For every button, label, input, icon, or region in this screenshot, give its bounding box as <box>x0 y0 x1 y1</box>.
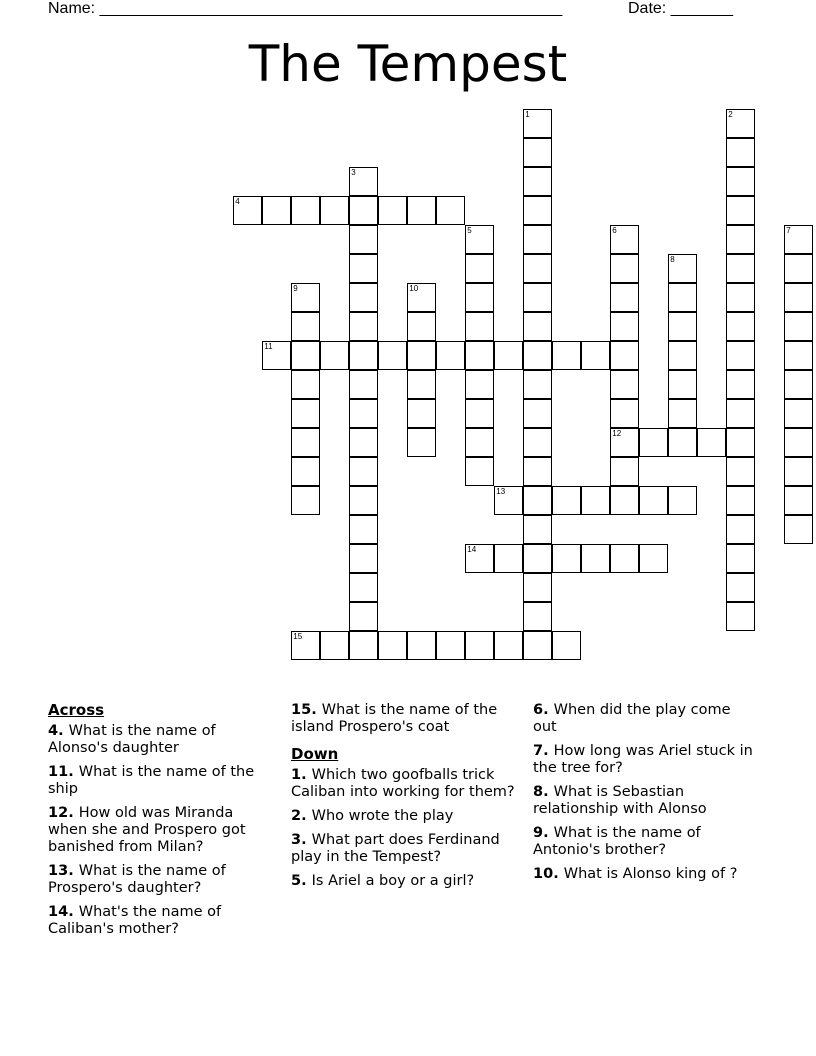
clues-column-3 <box>533 702 758 890</box>
grid-cell[interactable] <box>349 225 378 254</box>
clue-across-11: 11. What is the name of the ship <box>48 764 255 797</box>
grid-cell[interactable] <box>784 283 813 312</box>
cell-number: 6 <box>612 226 617 236</box>
grid-cell[interactable] <box>668 428 697 457</box>
grid-cell[interactable] <box>465 631 494 660</box>
grid-cell[interactable] <box>784 399 813 428</box>
grid-cell[interactable] <box>523 312 552 341</box>
grid-cell[interactable] <box>610 457 639 486</box>
grid-cell[interactable] <box>610 486 639 515</box>
grid-cell[interactable] <box>291 486 320 515</box>
cell-number: 7 <box>786 226 791 236</box>
grid-cell[interactable] <box>610 341 639 370</box>
cell-number: 5 <box>467 226 472 236</box>
grid-cell[interactable] <box>552 544 581 573</box>
grid-cell[interactable] <box>436 631 465 660</box>
clue-across-4: 4. What is the name of Alonso's daughter <box>48 723 216 756</box>
grid-cell[interactable] <box>407 312 436 341</box>
grid-cell[interactable] <box>320 196 349 225</box>
grid-cell[interactable] <box>726 341 755 370</box>
down-heading: Down <box>291 745 339 763</box>
grid-cell[interactable] <box>523 602 552 631</box>
grid-cell[interactable] <box>784 428 813 457</box>
grid-cell[interactable] <box>726 486 755 515</box>
grid-cell[interactable] <box>726 254 755 283</box>
grid-cell[interactable] <box>581 341 610 370</box>
grid-cell[interactable] <box>610 283 639 312</box>
cell-number: 2 <box>728 110 733 120</box>
grid-cell[interactable] <box>407 428 436 457</box>
grid-cell[interactable] <box>494 544 523 573</box>
clue-across-14: 14. What's the name of Caliban's mother? <box>48 904 222 937</box>
grid-cell[interactable] <box>668 312 697 341</box>
grid-cell[interactable] <box>610 370 639 399</box>
grid-cell[interactable] <box>349 341 378 370</box>
grid-cell[interactable] <box>407 370 436 399</box>
grid-cell[interactable] <box>552 631 581 660</box>
grid-cell[interactable] <box>349 428 378 457</box>
clue-down-6: 6. When did the play come out <box>533 702 731 735</box>
grid-cell[interactable] <box>291 370 320 399</box>
clue-across-13: 13. What is the name of Prospero's daughter? <box>48 863 226 896</box>
grid-cell[interactable] <box>494 486 523 515</box>
grid-cell[interactable] <box>581 544 610 573</box>
grid-cell[interactable] <box>320 341 349 370</box>
date-field[interactable]: Date: _______ <box>628 0 733 17</box>
grid-cell[interactable] <box>523 225 552 254</box>
grid-cell[interactable] <box>523 631 552 660</box>
grid-cell[interactable] <box>726 225 755 254</box>
grid-cell[interactable] <box>523 544 552 573</box>
grid-cell[interactable] <box>726 109 755 138</box>
grid-cell[interactable] <box>726 544 755 573</box>
grid-cell[interactable] <box>465 370 494 399</box>
clue-down-7: 7. How long was Ariel stuck in the tree for? <box>533 743 753 776</box>
grid-cell[interactable] <box>784 312 813 341</box>
clue-across-15: 15. What is the name of the island Prospero's coat <box>291 702 498 735</box>
grid-cell[interactable] <box>639 544 668 573</box>
grid-cell[interactable] <box>523 254 552 283</box>
grid-cell[interactable] <box>523 138 552 167</box>
grid-cell[interactable] <box>610 428 639 457</box>
grid-cell[interactable] <box>465 225 494 254</box>
cell-number: 14 <box>467 545 477 555</box>
grid-cell[interactable] <box>465 341 494 370</box>
grid-cell[interactable] <box>349 254 378 283</box>
grid-cell[interactable] <box>552 486 581 515</box>
grid-cell[interactable] <box>523 370 552 399</box>
grid-cell[interactable] <box>784 370 813 399</box>
grid-cell[interactable] <box>349 283 378 312</box>
grid-cell[interactable] <box>349 457 378 486</box>
grid-cell[interactable] <box>523 196 552 225</box>
grid-cell[interactable] <box>784 254 813 283</box>
grid-cell[interactable] <box>523 573 552 602</box>
grid-cell[interactable] <box>349 486 378 515</box>
grid-cell[interactable] <box>610 254 639 283</box>
grid-cell[interactable] <box>668 254 697 283</box>
grid-cell[interactable] <box>291 312 320 341</box>
grid-cell[interactable] <box>465 254 494 283</box>
grid-cell[interactable] <box>668 399 697 428</box>
grid-cell[interactable] <box>349 573 378 602</box>
clue-down-8: 8. What is Sebastian relationship with Alonso <box>533 784 707 817</box>
cell-number: 8 <box>670 255 675 265</box>
cell-number: 1 <box>525 110 530 120</box>
grid-cell[interactable] <box>378 341 407 370</box>
cell-number: 4 <box>235 197 240 207</box>
grid-cell[interactable] <box>349 196 378 225</box>
grid-cell[interactable] <box>784 341 813 370</box>
grid-cell[interactable] <box>465 457 494 486</box>
cell-number: 10 <box>409 284 419 294</box>
grid-cell[interactable] <box>726 399 755 428</box>
cell-number: 9 <box>293 284 298 294</box>
grid-cell[interactable] <box>523 167 552 196</box>
grid-cell[interactable] <box>233 196 262 225</box>
grid-cell[interactable] <box>349 167 378 196</box>
grid-cell[interactable] <box>465 544 494 573</box>
grid-cell[interactable] <box>349 399 378 428</box>
grid-cell[interactable] <box>407 196 436 225</box>
grid-cell[interactable] <box>610 544 639 573</box>
grid-cell[interactable] <box>291 428 320 457</box>
grid-cell[interactable] <box>291 283 320 312</box>
clue-down-1: 1. Which two goofballs trick Caliban into working for them? <box>291 767 515 800</box>
grid-cell[interactable] <box>465 283 494 312</box>
grid-cell[interactable] <box>349 544 378 573</box>
grid-cell[interactable] <box>465 399 494 428</box>
grid-cell[interactable] <box>407 631 436 660</box>
grid-cell[interactable] <box>784 486 813 515</box>
grid-cell[interactable] <box>726 428 755 457</box>
grid-cell[interactable] <box>784 515 813 544</box>
grid-cell[interactable] <box>610 225 639 254</box>
grid-cell[interactable] <box>407 283 436 312</box>
grid-cell[interactable] <box>726 515 755 544</box>
grid-cell[interactable] <box>349 312 378 341</box>
grid-cell[interactable] <box>668 283 697 312</box>
grid-cell[interactable] <box>726 602 755 631</box>
grid-cell[interactable] <box>523 457 552 486</box>
grid-cell[interactable] <box>668 486 697 515</box>
cell-number: 3 <box>351 168 356 178</box>
grid-cell[interactable] <box>291 399 320 428</box>
grid-cell[interactable] <box>262 196 291 225</box>
cell-number: 13 <box>496 487 506 497</box>
grid-cell[interactable] <box>320 631 349 660</box>
grid-cell[interactable] <box>523 341 552 370</box>
grid-cell[interactable] <box>523 283 552 312</box>
grid-cell[interactable] <box>726 138 755 167</box>
grid-cell[interactable] <box>349 631 378 660</box>
grid-cell[interactable] <box>349 370 378 399</box>
grid-cell[interactable] <box>494 631 523 660</box>
grid-cell[interactable] <box>291 196 320 225</box>
grid-cell[interactable] <box>610 399 639 428</box>
grid-cell[interactable] <box>726 312 755 341</box>
grid-cell[interactable] <box>523 486 552 515</box>
grid-cell[interactable] <box>726 573 755 602</box>
grid-cell[interactable] <box>378 631 407 660</box>
grid-cell[interactable] <box>523 399 552 428</box>
clue-down-9: 9. What is the name of Antonio's brother? <box>533 825 701 858</box>
grid-cell[interactable] <box>639 428 668 457</box>
cell-number: 11 <box>264 342 273 352</box>
grid-cell[interactable] <box>784 225 813 254</box>
clues-column-1 <box>48 702 273 945</box>
grid-cell[interactable] <box>668 341 697 370</box>
grid-cell[interactable] <box>349 515 378 544</box>
grid-cell[interactable] <box>436 196 465 225</box>
grid-cell[interactable] <box>262 341 291 370</box>
grid-cell[interactable] <box>436 341 465 370</box>
clues-column-2 <box>291 702 516 897</box>
page-title: The Tempest <box>248 35 568 93</box>
cell-number: 15 <box>293 632 303 642</box>
grid-cell[interactable] <box>784 457 813 486</box>
grid-cell[interactable] <box>407 399 436 428</box>
clue-down-2: 2. Who wrote the play <box>291 808 454 824</box>
grid-cell[interactable] <box>523 428 552 457</box>
grid-cell[interactable] <box>552 341 581 370</box>
grid-cell[interactable] <box>291 457 320 486</box>
clue-down-5: 5. Is Ariel a boy or a girl? <box>291 873 475 889</box>
grid-cell[interactable] <box>610 312 639 341</box>
grid-cell[interactable] <box>726 283 755 312</box>
clue-across-12: 12. How old was Miranda when she and Prospero got banished from Milan? <box>48 805 246 855</box>
clue-down-3: 3. What part does Ferdinand play in the Tempest? <box>291 832 500 865</box>
clue-down-10: 10. What is Alonso king of ? <box>533 866 738 882</box>
grid-cell[interactable] <box>407 341 436 370</box>
name-field[interactable]: Name: ____________________________________________________ <box>48 0 563 17</box>
across-heading: Across <box>48 701 105 719</box>
grid-cell[interactable] <box>378 196 407 225</box>
grid-cell[interactable] <box>523 515 552 544</box>
grid-cell[interactable] <box>726 196 755 225</box>
grid-cell[interactable] <box>291 631 320 660</box>
grid-cell[interactable] <box>726 457 755 486</box>
grid-cell[interactable] <box>291 341 320 370</box>
grid-cell[interactable] <box>465 428 494 457</box>
grid-cell[interactable] <box>639 486 668 515</box>
cell-number: 12 <box>612 429 622 439</box>
grid-cell[interactable] <box>581 486 610 515</box>
grid-cell[interactable] <box>668 370 697 399</box>
grid-cell[interactable] <box>349 602 378 631</box>
grid-cell[interactable] <box>494 341 523 370</box>
grid-cell[interactable] <box>697 428 726 457</box>
grid-cell[interactable] <box>726 370 755 399</box>
grid-cell[interactable] <box>465 312 494 341</box>
grid-cell[interactable] <box>726 167 755 196</box>
grid-cell[interactable] <box>523 109 552 138</box>
